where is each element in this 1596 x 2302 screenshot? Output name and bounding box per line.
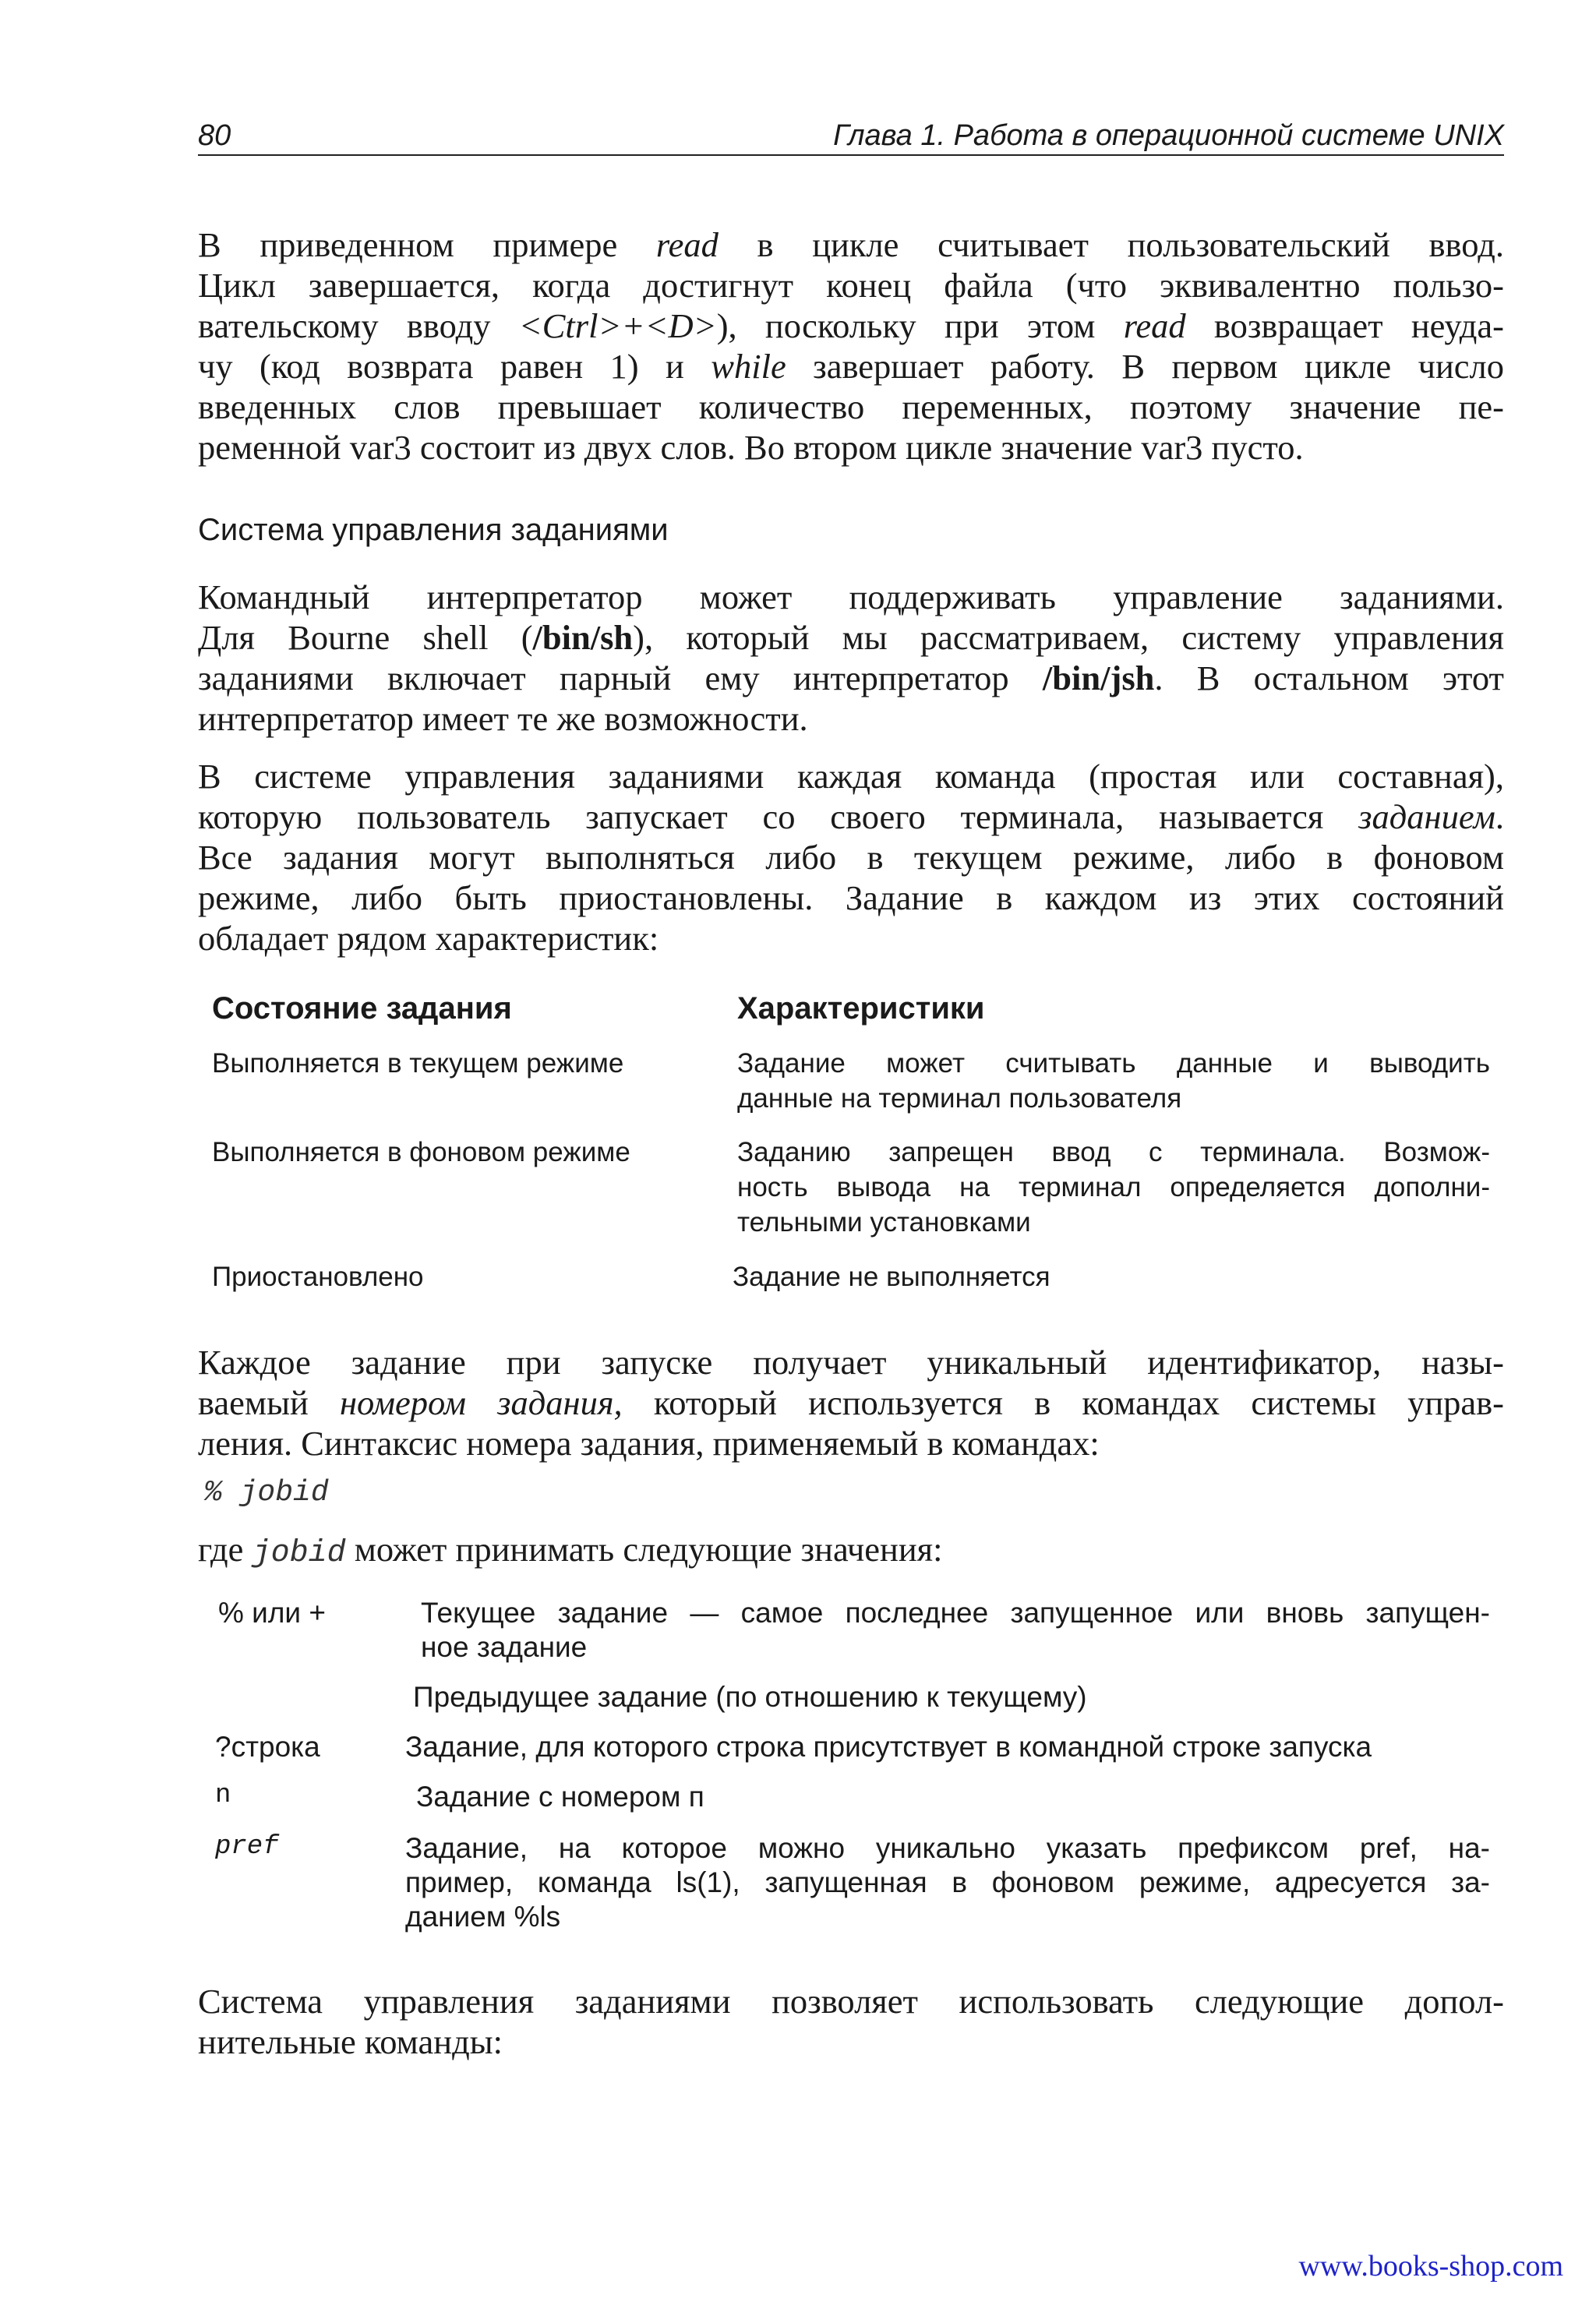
text-line: ременной var3 состоит из двух слов. Во втором цикле значение var3 пусто.: [198, 428, 1304, 467]
table-cell-characteristics: Задание не выполняется: [733, 1262, 1050, 1292]
text-line: вательскому вводу <Ctrl>+<D>), поскольку при этом read возвращает неуда-: [198, 306, 1504, 345]
jobid-description: Задание, для которого строка присутствует в командной строке запуска: [405, 1731, 1372, 1763]
table-header-state: Состояние задания: [212, 991, 512, 1026]
table-cell-state: Выполняется в текущем режиме: [212, 1048, 624, 1079]
jobid-key: pref: [215, 1832, 279, 1862]
paragraph-read-loop: [198, 224, 1504, 468]
footer-website-link[interactable]: www.books-shop.com: [1298, 2250, 1563, 2283]
text-line: ваемый номером задания, который используется в командах системы управ-: [198, 1383, 1504, 1422]
text-line: Каждое задание при запуске получает уникальный идентификатор, назы-: [198, 1343, 1504, 1382]
syntax-code: % jobid: [204, 1476, 329, 1509]
table-cell-state: Приостановлено: [212, 1262, 424, 1292]
text-line: введенных слов превышает количество переменных, поэтому значение пе-: [198, 387, 1504, 426]
paragraph-job-control-shell: [198, 577, 1504, 739]
table-cell-characteristics: Заданию запрещен ввод с терминала. Возмож- ность вывода на терминал определяется дополни- тельными установками: [737, 1137, 1490, 1238]
jobid-key: % или +: [218, 1597, 326, 1629]
jobid-description: Задание с номером п: [416, 1781, 704, 1813]
chapter-title: Глава 1. Работа в операционной системе UNIX: [833, 119, 1504, 152]
text-line: нительные команды:: [198, 2022, 503, 2061]
jobid-description: Предыдущее задание (по отношению к текущему): [413, 1681, 1087, 1713]
jobid-key: ?строка: [215, 1731, 320, 1763]
text-line: чу (код возврата равен 1) и while завершает работу. В первом цикле число: [198, 347, 1504, 386]
text-line: Цикл завершается, когда достигнут конец файла (что эквивалентно пользо-: [198, 266, 1504, 305]
text-line: которую пользователь запускает со своего терминала, называется заданием.: [198, 797, 1504, 836]
paragraph-additional-commands: [198, 1981, 1504, 2062]
section-heading: Система управления заданиями: [198, 513, 669, 547]
text-line: ления. Синтаксис номера задания, применяемый в командах:: [198, 1424, 1100, 1463]
table-cell-characteristics: Задание может считывать данные и выводить данные на терминал пользователя: [737, 1048, 1490, 1114]
jobid-description: Задание, на которое можно уникально указать префиксом pref, на- пример, команда ls(1), запущенная в фоновом режиме, адресуется за- данием %ls: [405, 1832, 1490, 1933]
paragraph-job-number: [198, 1342, 1504, 1463]
where-line: где jobid может принимать следующие значения:: [198, 1530, 943, 1571]
text-line: режиме, либо быть приостановлены. Задание в каждом из этих состояний: [198, 878, 1504, 917]
text-line: обладает рядом характеристик:: [198, 919, 659, 958]
text-line: Командный интерпретатор может поддерживать управление заданиями.: [198, 577, 1504, 616]
table-header-characteristics: Характеристики: [737, 991, 985, 1026]
text-line: Система управления заданиями позволяет использовать следующие допол-: [198, 1982, 1504, 2021]
text-line: В приведенном примере read в цикле считывает пользовательский ввод.: [198, 225, 1504, 264]
text-line: заданиями включает парный ему интерпретатор /bin/jsh. В остальном этот: [198, 658, 1505, 697]
jobid-description: Текущее задание — самое последнее запущенное или вновь запущен- ное задание: [421, 1597, 1490, 1663]
text-line: интерпретатор имеет те же возможности.: [198, 699, 808, 738]
jobid-key: n: [215, 1781, 231, 1810]
text-line: Все задания могут выполняться либо в текущем режиме, либо в фоновом: [198, 838, 1504, 877]
table-cell-state: Выполняется в фоновом режиме: [212, 1137, 630, 1167]
running-header: [198, 117, 1504, 156]
page-number: 80: [198, 119, 231, 152]
paragraph-job-definition: [198, 756, 1504, 959]
text-line: Для Bourne shell (/bin/sh), который мы рассматриваем, систему управления: [198, 618, 1504, 657]
text-line: В системе управления заданиями каждая команда (простая или составная),: [198, 757, 1504, 796]
